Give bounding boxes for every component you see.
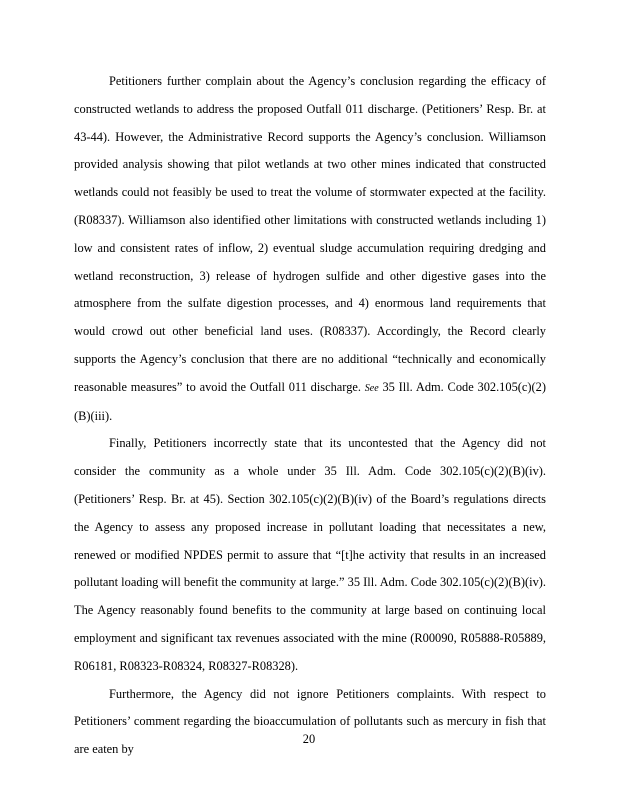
paragraph-wetlands-citation: 35 Ill. Adm. Code 302.105(c)(2)(B)(iii).: [74, 379, 546, 423]
paragraph-wetlands: [74, 68, 546, 430]
page-number: 20: [302, 732, 316, 746]
paragraph-wetlands-text: Petitioners further complain about the Agency’s conclusion regarding the efficacy of constructed wetlands to address the proposed Outfall 011 discharge. (Petitioners’ Resp. Br. at 43-44). However, the Administrative Record supports the Agency’s conclusion. Williamson provided analysis showing that pilot wetlands at two other mines indicated that constructed wetlands could not feasibly be used to treat the volume of stormwater expected at the facility. (R08337). Williamson also identified other limitations with constructed wetlands including 1) low and consistent rates of inflow, 2) eventual sludge accumulation requiring dredging and wetland reconstruction, 3) release of hydrogen sulfide and other digestive gases into the atmosphere from the sulfate digestion processes, and 4) enormous land requirements that would crowd out other beneficial land uses. (R08337). Accordingly, the Record clearly supports the Agency’s conclusion that there are no additional “technically and economically reasonable measures” to avoid the Outfall 011 discharge.: [74, 74, 546, 394]
document-body: [74, 68, 546, 764]
paragraph-community-benefit: Finally, Petitioners incorrectly state that its uncontested that the Agency did not consider the community as a whole under 35 Ill. Adm. Code 302.105(c)(2)(B)(iv). (Petitioners’ Resp. Br. at 45). Section 302.105(c)(2)(B)(iv) of the Board’s regulations directs the Agency to assess any proposed increase in pollutant loading that necessitates a new, renewed or modified NPDES permit to assure that “[t]he activity that results in an increased pollutant loading will benefit the community at large.” 35 Ill. Adm. Code 302.105(c)(2)(B)(iv). The Agency reasonably found benefits to the community at large based on continuing local employment and significant tax revenues associated with the mine (R00090, R05888-R05889, R06181, R08323-R08324, R08327-R08328).: [74, 436, 546, 673]
citation-signal-see: See: [364, 382, 379, 394]
paragraph-complaints: Furthermore, the Agency did not ignore Petitioners complaints. With respect to Petitioners’ comment regarding the bioaccumulation of pollutants such as mercury in fish that are eaten by: [74, 686, 546, 757]
